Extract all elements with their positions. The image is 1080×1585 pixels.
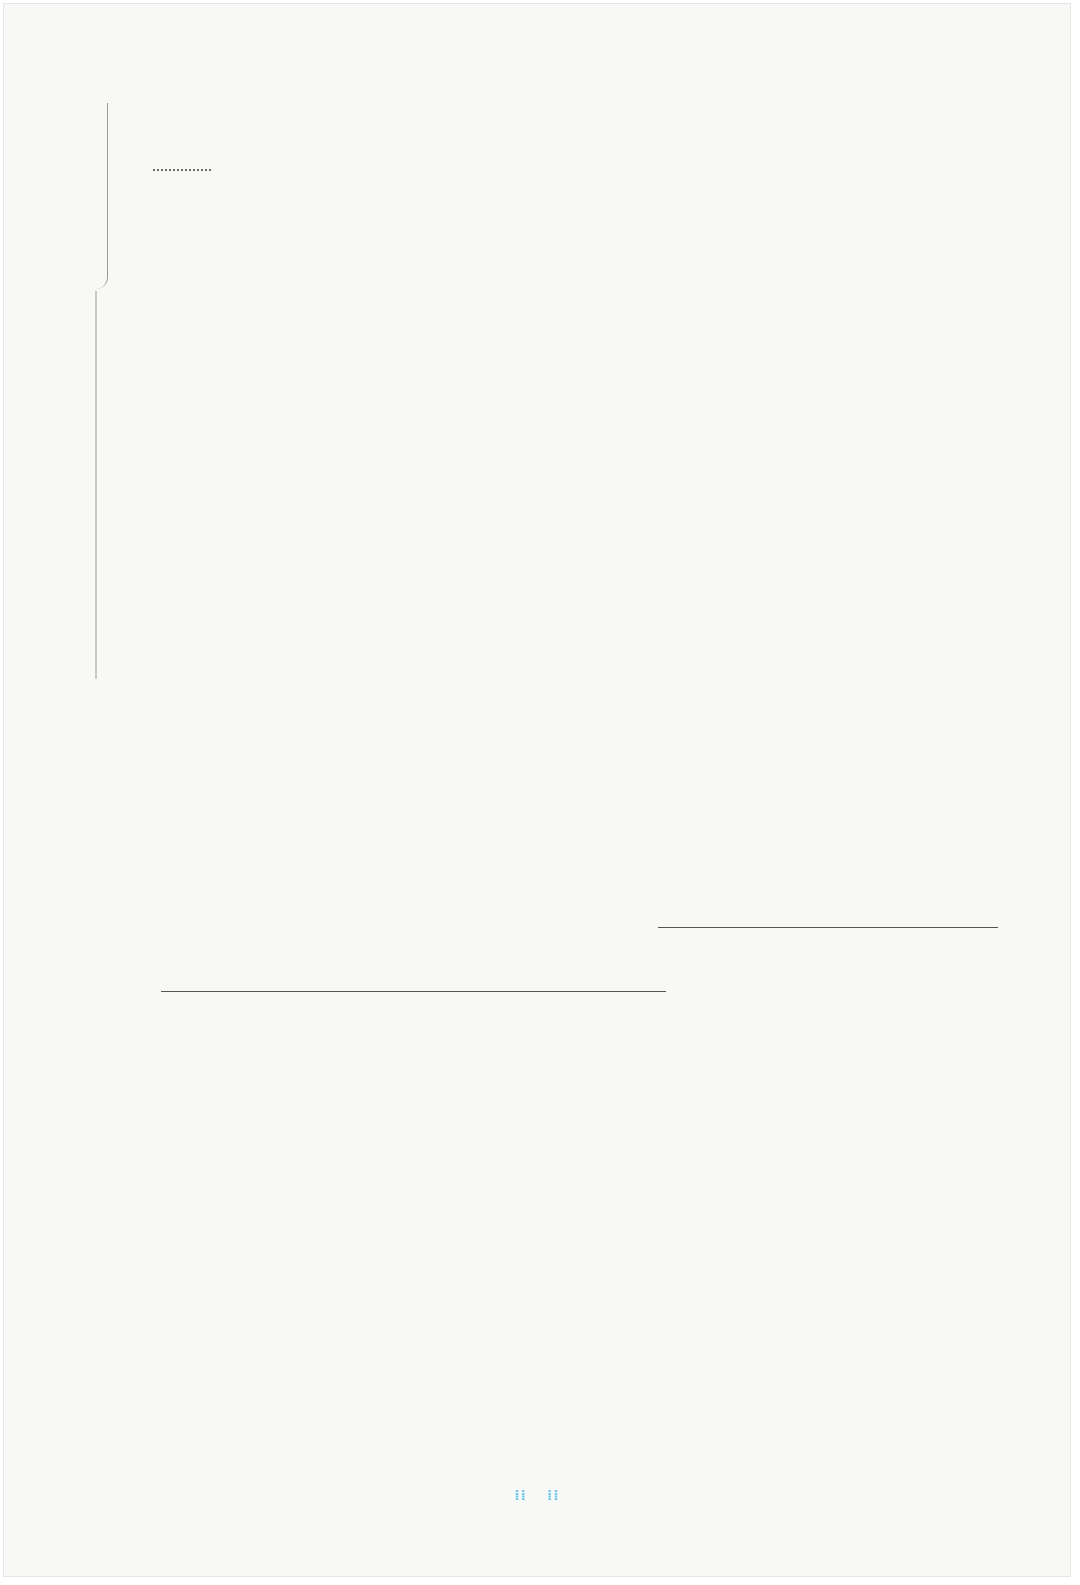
workbook-page	[3, 3, 1071, 1577]
sidebar-bracket	[93, 103, 108, 289]
question-3-line-2	[151, 185, 209, 259]
series-title	[55, 115, 85, 295]
answer-line-2[interactable]	[161, 991, 666, 992]
answer-line-1[interactable]	[658, 927, 998, 928]
answer-blank-paren[interactable]	[147, 355, 187, 429]
answer-blank-paren[interactable]	[151, 185, 209, 259]
answer-blank-wavy[interactable]	[147, 99, 217, 173]
dot-ornament-left: ⁞⁞	[514, 1488, 527, 1504]
question-4-line-1	[125, 355, 187, 429]
page-number	[3, 1481, 1071, 1509]
sidebar-divider	[95, 291, 97, 679]
question-3-line-1	[125, 99, 217, 173]
dot-ornament-right: ⁞⁞	[547, 1488, 560, 1504]
